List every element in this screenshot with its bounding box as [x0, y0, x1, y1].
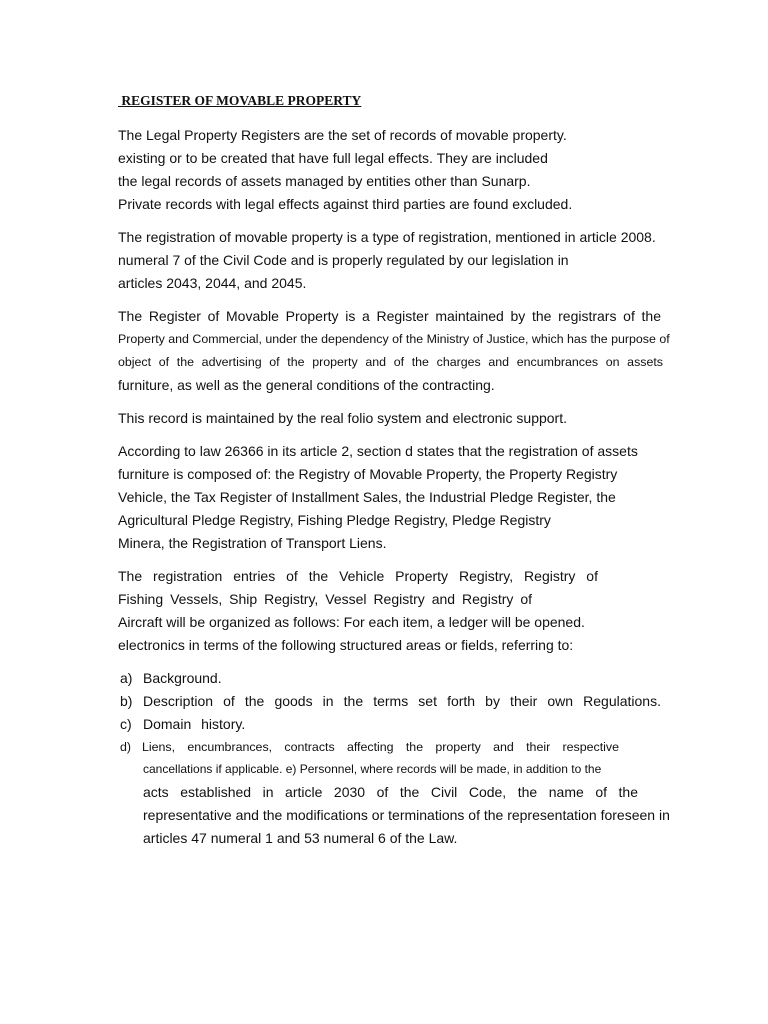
list-marker-a: a): [120, 670, 133, 686]
paragraph-2-line-2: numeral 7 of the Civil Code and is properly regulated by our legislation in: [118, 252, 569, 268]
list-marker-d: d): [120, 740, 132, 754]
paragraph-3-line-4: furniture, as well as the general conditions of the contracting.: [118, 377, 495, 393]
paragraph-5-line-1: According to law 26366 in its article 2, section d states that the registration of assets: [118, 443, 638, 459]
paragraph-5-line-5: Minera, the Registration of Transport Liens.: [118, 535, 387, 551]
paragraph-1-line-3: the legal records of assets managed by entities other than Sunarp.: [118, 173, 531, 189]
document-title: REGISTER OF MOVABLE PROPERTY: [118, 93, 362, 108]
paragraph-6-line-4: electronics in terms of the following structured areas or fields, referring to:: [118, 637, 574, 653]
paragraph-6-line-2: Fishing Vessels, Ship Registry, Vessel Registry and Registry of: [118, 591, 532, 607]
list-marker-c: c): [120, 716, 132, 732]
list-marker-b: b): [120, 693, 133, 709]
list-item-c: Domain history.: [143, 716, 246, 732]
paragraph-5-line-4: Agricultural Pledge Registry, Fishing Pledge Registry, Pledge Registry: [118, 512, 551, 528]
paragraph-6-line-1: The registration entries of the Vehicle Property Registry, Registry of: [118, 568, 598, 584]
paragraph-2-line-1: The registration of movable property is a type of registration, mentioned in article 2008.: [118, 229, 656, 245]
paragraph-1-line-2: existing or to be created that have full legal effects. They are included: [118, 150, 548, 166]
paragraph-3-line-3: object of the advertising of the property and of the charges and encumbrances on assets: [118, 355, 663, 369]
list-continuation-line-1: cancellations if applicable. e) Personnel, where records will be made, in addition to the: [143, 762, 602, 776]
paragraph-2-line-3: articles 2043, 2044, and 2045.: [118, 275, 307, 291]
paragraph-3-line-1: The Register of Movable Property is a Register maintained by the registrars of the: [118, 308, 661, 324]
list-item-a: Background.: [143, 670, 222, 686]
list-item-d: Liens, encumbrances, contracts affecting the property and their respective: [142, 740, 619, 754]
paragraph-6-line-3: Aircraft will be organized as follows: For each item, a ledger will be opened.: [118, 614, 585, 630]
list-continuation-line-3: representative and the modifications or terminations of the representation foreseen in: [143, 807, 670, 823]
list-continuation-line-4: articles 47 numeral 1 and 53 numeral 6 of the Law.: [143, 830, 458, 846]
paragraph-3-line-2: Property and Commercial, under the dependency of the Ministry of Justice, which has the purpose of: [118, 332, 670, 346]
paragraph-5-line-2: furniture is composed of: the Registry of Movable Property, the Property Registry: [118, 466, 618, 482]
paragraph-4-line-1: This record is maintained by the real folio system and electronic support.: [118, 410, 567, 426]
list-item-b: Description of the goods in the terms set forth by their own Regulations.: [143, 693, 661, 709]
paragraph-5-line-3: Vehicle, the Tax Register of Installment Sales, the Industrial Pledge Register, the: [118, 489, 616, 505]
paragraph-1-line-1: The Legal Property Registers are the set of records of movable property.: [118, 127, 567, 143]
list-continuation-line-2: acts established in article 2030 of the Civil Code, the name of the: [143, 784, 638, 800]
paragraph-1-line-4: Private records with legal effects against third parties are found excluded.: [118, 196, 573, 212]
